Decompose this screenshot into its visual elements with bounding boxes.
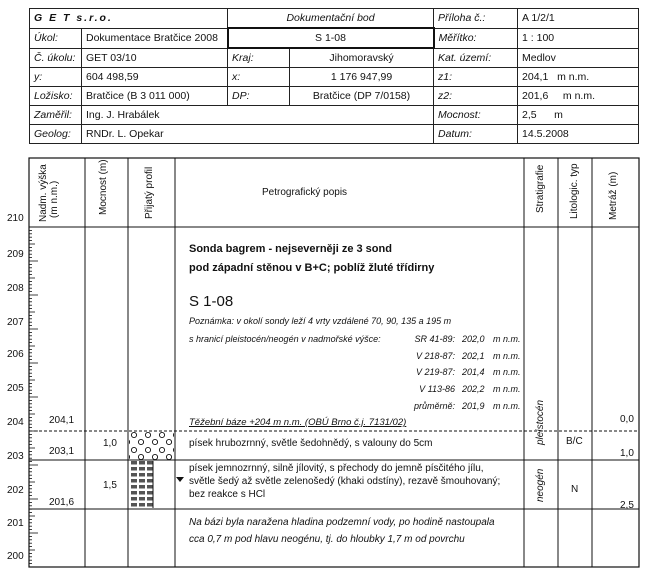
litolog-lower: N <box>571 484 579 495</box>
litolog-upper: B/C <box>566 436 583 447</box>
vrt-name: průměrně: <box>413 401 455 411</box>
company-name: G E T s.r.o. <box>30 9 228 29</box>
scale-label: 203 <box>7 451 24 462</box>
tezebni-baze: Těžební báze +204 m n.m. (OBÚ Brno č.j. 7131/02) <box>189 417 407 428</box>
scale-label: 205 <box>7 383 24 394</box>
vrt-value: 201,9 <box>462 401 485 411</box>
scale-label: 204 <box>7 417 24 428</box>
x-label: x: <box>228 68 290 87</box>
stratigraphy-upper: pleistocén <box>535 399 546 445</box>
katuzemi-label: Kat. území: <box>434 48 518 68</box>
z1-label: z1: <box>434 68 518 87</box>
column-header-litolog: Litologic. typ <box>569 163 580 219</box>
column-header-metraz: Metráž (m) <box>608 171 619 220</box>
vrt-name: V 113-86 <box>419 384 455 394</box>
hranice-note: s hranicí pleistocén/neogén v nadmořské výšce: <box>189 334 381 344</box>
vrt-unit: m n.m. <box>493 384 521 394</box>
scale-label: 206 <box>7 349 24 360</box>
column-header-popis: Petrografický popis <box>262 187 348 198</box>
y-value: 604 498,59 <box>82 68 228 87</box>
mocnost-value: 2,5 m <box>518 106 639 125</box>
metraz-1: 1,0 <box>620 448 634 459</box>
scale-label: 201 <box>7 518 24 529</box>
column-header-stratigrafie: Stratigrafie <box>535 164 546 213</box>
scale-label: 200 <box>7 551 24 562</box>
scale-label: 202 <box>7 485 24 496</box>
zameril-value: Ing. J. Hrabálek <box>82 106 434 125</box>
scale-label: 209 <box>7 249 24 260</box>
lozisko-value: Bratčice (B 3 011 000) <box>82 87 228 106</box>
column-header-mocnost: Mocnost (m) <box>98 159 109 215</box>
vrt-unit: m n.m. <box>493 334 521 344</box>
layer2-description-line2: světle šedý až světle zelenošedý (khaki odstíny), rezavě šmouhovaný; <box>189 476 501 487</box>
elevation-bottom: 201,6 <box>49 497 75 508</box>
kraj-label: Kraj: <box>228 48 290 68</box>
zameril-label: Zaměřil: <box>30 106 82 125</box>
elevation-mid: 203,1 <box>49 446 75 457</box>
meritko-label: Měřítko: <box>434 28 518 48</box>
sonda-description-line1: Sonda bagrem - nejseverněji ze 3 sond <box>189 243 392 255</box>
stratigraphy-lower: neogén <box>535 468 546 502</box>
dp-value: Bratčice (DP 7/0158) <box>290 87 434 106</box>
y-label: y: <box>30 68 82 87</box>
priloha-value: A 1/2/1 <box>518 9 639 29</box>
mocnost-label: Mocnost: <box>434 106 518 125</box>
vrt-name: SR 41-89: <box>414 334 455 344</box>
column-header-nadm-vyska: Nadm. výška (m n.m.) <box>38 164 60 222</box>
lozisko-label: Ložisko: <box>30 87 82 106</box>
elevation-top: 204,1 <box>49 415 75 426</box>
layer2-thickness: 1,5 <box>103 480 117 491</box>
sonda-description-line2: pod západní stěnou v B+C; poblíž žluté třídirny <box>189 262 435 274</box>
poznamka: Poznámka: v okolí sondy leží 4 vrty vzdálené 70, 90, 135 a 195 m <box>189 316 452 326</box>
scale-label: 210 <box>7 213 24 224</box>
metraz-0: 0,0 <box>620 414 634 425</box>
vrt-name: V 219-87: <box>415 367 455 377</box>
priloha-label: Příloha č.: <box>434 9 518 29</box>
layer2-description-line3: bez reakce s HCl <box>189 489 266 500</box>
katuzemi-value: Medlov <box>518 48 639 68</box>
dp-label: DP: <box>228 87 290 106</box>
kraj-value: Jihomoravský <box>290 48 434 68</box>
layer1-description: písek hrubozrnný, světle šedohnědý, s valouny do 5cm <box>189 438 433 449</box>
cukolu-label: Č. úkolu: <box>30 48 82 68</box>
vrt-value: 202,0 <box>462 334 485 344</box>
bottom-note-line2: cca 0,7 m pod hlavu neogénu, tj. do hloubky 1,7 m od povrchu <box>189 534 465 545</box>
z2-label: z2: <box>434 87 518 106</box>
ukol-label: Úkol: <box>30 28 82 48</box>
vrt-unit: m n.m. <box>493 367 521 377</box>
scale-label: 207 <box>7 317 24 328</box>
metraz-2: 2,5 <box>620 500 634 511</box>
sonda-id: S 1-08 <box>189 293 234 310</box>
layer2-description-line1: písek jemnozrnný, silně jílovitý, s přechody do jemně písčitého jílu, <box>189 463 484 474</box>
vrt-value: 201,4 <box>462 367 485 377</box>
column-header-prijaty-profil: Přijatý profil <box>144 166 155 219</box>
z1-value: 204,1 m n.m. <box>518 68 639 87</box>
ukol-value: Dokumentace Bratčice 2008 <box>82 28 228 48</box>
x-value: 1 176 947,99 <box>290 68 434 87</box>
doc-id: S 1-08 <box>228 28 434 48</box>
scale-label: 208 <box>7 283 24 294</box>
vrt-value: 202,1 <box>462 351 485 361</box>
bottom-note-line1: Na bázi byla naražena hladina podzemní vody, po hodině nastoupala <box>189 517 495 528</box>
geolog-value: RNDr. L. Opekar <box>82 125 434 144</box>
datum-value: 14.5.2008 <box>518 125 639 144</box>
meritko-value: 1 : 100 <box>518 28 639 48</box>
doc-label: Dokumentační bod <box>228 9 434 29</box>
vrt-value: 202,2 <box>462 384 485 394</box>
vrt-unit: m n.m. <box>493 351 521 361</box>
geolog-label: Geolog: <box>30 125 82 144</box>
datum-label: Datum: <box>434 125 518 144</box>
cukolu-value: GET 03/10 <box>82 48 228 68</box>
vrt-unit: m n.m. <box>493 401 521 411</box>
layer1-thickness: 1,0 <box>103 438 117 449</box>
vrt-name: V 218-87: <box>415 351 455 361</box>
z2-value: 201,6 m n.m. <box>518 87 639 106</box>
